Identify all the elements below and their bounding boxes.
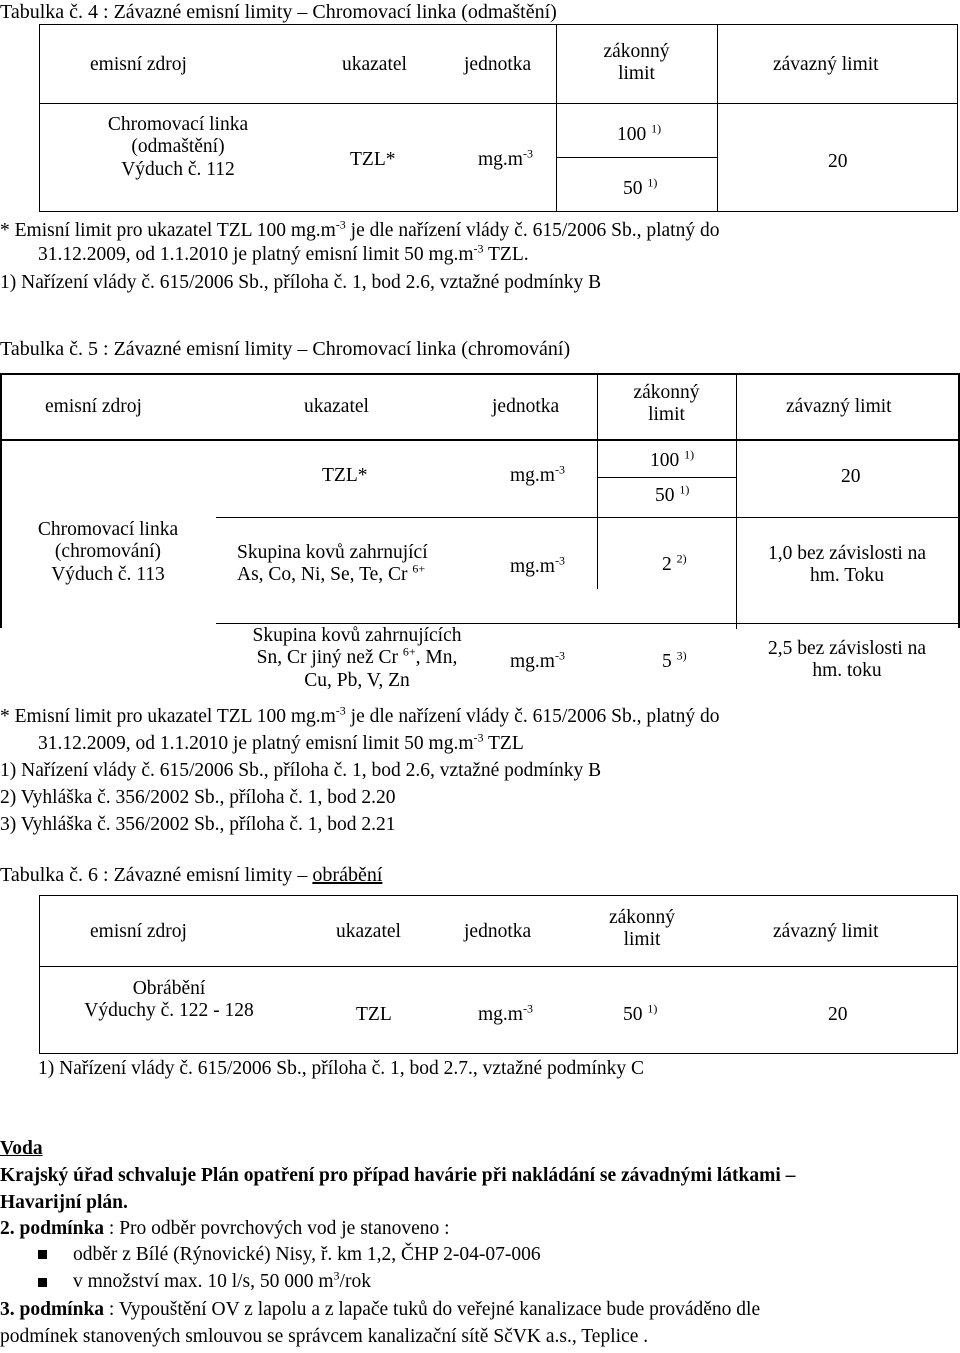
header-zavazny-limit: závazný limit <box>773 921 879 942</box>
table-5-note-1: 1) Nařízení vlády č. 615/2006 Sb., příloha č. 1, bod 2.6, vztažné podmínky B <box>0 760 602 781</box>
indicator: TZL <box>356 1004 392 1025</box>
header-emisni-zdroj: emisní zdroj <box>45 396 142 417</box>
table-5-note-star-cont: 31.12.2009, od 1.1.2010 je platný emisní limit 50 $mg.m^{-3}$ TZL <box>38 730 524 754</box>
table-6-title: Tabulka č. 6 : Závazné emisní limity – obrábění <box>0 864 383 886</box>
legal-limit-r2: 2 $^{2)}$ <box>662 551 687 575</box>
bullet-square-icon <box>38 1250 47 1259</box>
indicator-metals-2: Skupina kovů zahrnujících Sn, Cr jiný než Cr $^{6+}$, Mn, Cu, Pb, V, Zn <box>252 625 462 691</box>
legal-limit-a: 100 $^{1)}$ <box>617 121 662 145</box>
bullet-item-1: odběr z Bílé (Rýnovické) Nisy, ř. km 1,2, ČHP 2-04-07-006 <box>73 1244 541 1265</box>
table-4-note-star-cont: 31.12.2009, od 1.1.2010 je platný emisní limit 50 $mg.m^{-3}$ TZL. <box>38 241 529 265</box>
legal-limit-r3: 5 $^{3)}$ <box>662 648 687 672</box>
plan-approval-line-2: Havarijní plán. <box>0 1192 128 1213</box>
header-jednotka: jednotka <box>464 921 532 942</box>
binding-limit: 20 <box>828 1004 848 1025</box>
legal-limit: 50 $^{1)}$ <box>623 1001 658 1025</box>
binding-limit: 20 <box>828 151 848 172</box>
section-heading-voda: Voda <box>0 1138 43 1159</box>
binding-limit-r3: 2,5 bez závislosti na hm. toku <box>767 638 927 682</box>
unit-r1: $mg.m^{-3}$ <box>510 462 565 486</box>
table-5-note-2: 2) Vyhláška č. 356/2002 Sb., příloha č. 1, bod 2.20 <box>0 787 396 808</box>
table-4-title: Tabulka č. 4 : Závazné emisní limity – Chromovací linka (odmaštění) <box>0 1 557 23</box>
header-zakonny-limit: zákonný limit <box>633 382 700 426</box>
plan-approval-line-1: Krajský úřad schvaluje Plán opatření pro případ havárie při nakládání se závadnými látkami – <box>0 1165 796 1186</box>
header-emisni-zdroj: emisní zdroj <box>90 921 187 942</box>
legal-limit-a: 100 $^{1)}$ <box>650 447 695 471</box>
condition-2: 2. podmínka : Pro odběr povrchových vod je stanoveno : <box>0 1218 450 1239</box>
legal-limit-b: 50 $^{1)}$ <box>623 175 658 199</box>
indicator: TZL* <box>350 149 396 170</box>
table-5-note-3: 3) Vyhláška č. 356/2002 Sb., příloha č. 1, bod 2.21 <box>0 814 396 835</box>
table-4-note-star: * Emisní limit pro ukazatel TZL 100 $mg.m^{-3}$ je dle nařízení vlády č. 615/2006 Sb., platný do <box>0 217 720 241</box>
unit-r3: $mg.m^{-3}$ <box>510 648 565 672</box>
bullet-item-2: v množství max. 10 l/s, 50 000 $m^3$/rok <box>73 1268 371 1292</box>
header-ukazatel: ukazatel <box>304 396 369 417</box>
emission-source: Chromovací linka (odmaštění) Výduch č. 112 <box>107 114 249 180</box>
header-zavazny-limit: závazný limit <box>786 396 892 417</box>
table-5-note-star: * Emisní limit pro ukazatel TZL 100 $mg.m^{-3}$ je dle nařízení vlády č. 615/2006 Sb., platný do <box>0 703 720 727</box>
bullet-square-icon <box>38 1278 47 1287</box>
legal-limit-b: 50 $^{1)}$ <box>655 482 690 506</box>
condition-3-cont: podmínek stanovených smlouvou se správcem kanalizační sítě SčVK a.s., Teplice . <box>0 1326 649 1347</box>
header-zavazny-limit: závazný limit <box>773 54 879 75</box>
unit: $mg.m^{-3}$ <box>478 146 533 170</box>
header-zakonny-limit: zákonný limit <box>608 907 676 951</box>
unit-r2: $mg.m^{-3}$ <box>510 553 565 577</box>
emission-source: Obrábění Výduchy č. 122 - 128 <box>84 978 254 1022</box>
emission-source: Chromovací linka (chromování) Výduch č. 113 <box>37 519 179 585</box>
header-jednotka: jednotka <box>492 396 560 417</box>
indicator-metals-1: Skupina kovů zahrnující As, Co, Ni, Se, Te, Cr $^{6+}$ <box>237 542 428 586</box>
header-emisni-zdroj: emisní zdroj <box>90 54 187 75</box>
table-6-note-1: 1) Nařízení vlády č. 615/2006 Sb., příloha č. 1, bod 2.7., vztažné podmínky C <box>38 1058 645 1079</box>
header-zakonny-limit: zákonný limit <box>603 41 670 85</box>
header-ukazatel: ukazatel <box>342 54 407 75</box>
table-4-note-1: 1) Nařízení vlády č. 615/2006 Sb., příloha č. 1, bod 2.6, vztažné podmínky B <box>0 272 602 293</box>
binding-limit-r2: 1,0 bez závislosti na hm. Toku <box>767 543 927 587</box>
binding-limit-r1: 20 <box>841 466 861 487</box>
indicator-tzl: TZL* <box>322 465 368 486</box>
unit: $mg.m^{-3}$ <box>478 1001 533 1025</box>
condition-3: 3. podmínka : Vypouštění OV z lapolu a z lapače tuků do veřejné kanalizace bude prováděno dle <box>0 1299 761 1320</box>
header-jednotka: jednotka <box>464 54 532 75</box>
table-5-title: Tabulka č. 5 : Závazné emisní limity – Chromovací linka (chromování) <box>0 338 571 360</box>
header-ukazatel: ukazatel <box>336 921 401 942</box>
